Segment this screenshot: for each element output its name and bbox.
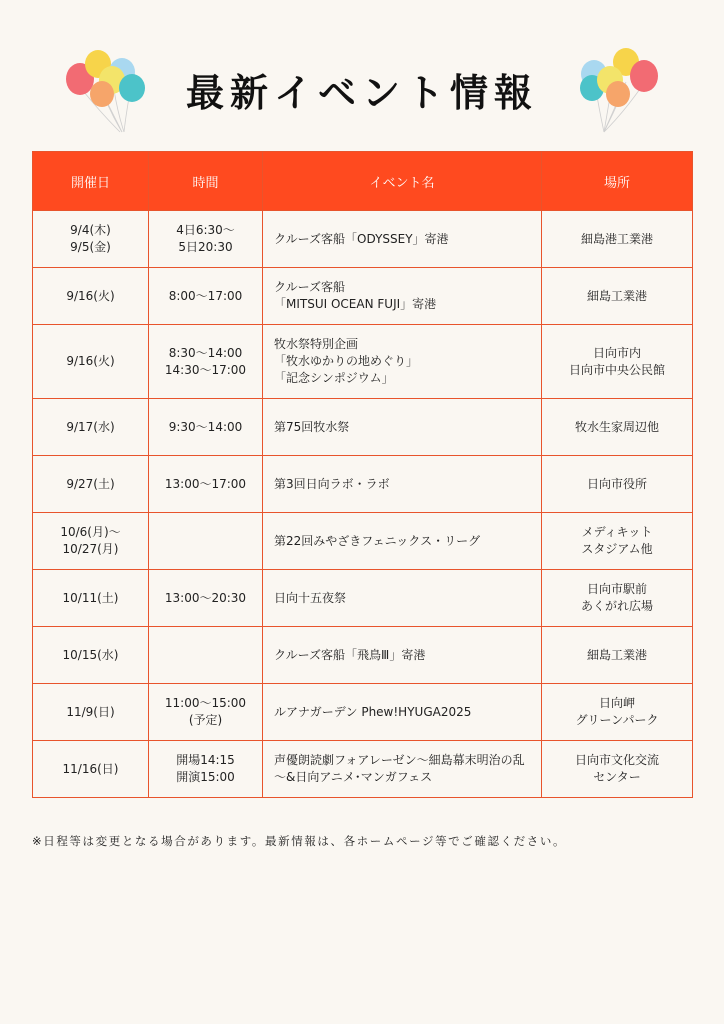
cell-date: 9/17(水) (33, 399, 149, 456)
table-header-row (33, 152, 693, 211)
cell-event-name: クルーズ客船 「MITSUI OCEAN FUJI」寄港 (263, 268, 542, 325)
table-row (33, 513, 693, 570)
table-row (33, 684, 693, 741)
cell-time (149, 513, 263, 570)
cell-date: 11/16(日) (33, 741, 149, 798)
cell-venue: 細島工業港 (542, 627, 693, 684)
cell-time: 4日6:30～ 5日20:30 (149, 211, 263, 268)
cell-time: 8:30～14:00 14:30～17:00 (149, 325, 263, 399)
cell-time: 13:00～17:00 (149, 456, 263, 513)
cell-time: 8:00～17:00 (149, 268, 263, 325)
cell-date: 9/16(火) (33, 325, 149, 399)
table-row (33, 456, 693, 513)
table-row (33, 570, 693, 627)
cell-event-name: クルーズ客船「ODYSSEY」寄港 (263, 211, 542, 268)
cell-venue: 細島工業港 (542, 268, 693, 325)
cell-date: 9/27(土) (33, 456, 149, 513)
table-row (33, 741, 693, 798)
table-row (33, 399, 693, 456)
cell-event-name: 声優朗読劇フォアレーゼン～細島幕末明治の乱 ～&日向アニメ･マンガフェス (263, 741, 542, 798)
cell-venue: 日向市役所 (542, 456, 693, 513)
cell-event-name: ルアナガーデン Phew!HYUGA2025 (263, 684, 542, 741)
cell-venue: 日向市内 日向市中央公民館 (542, 325, 693, 399)
cell-event-name: 第22回みやざきフェニックス・リーグ (263, 513, 542, 570)
event-table (32, 151, 693, 798)
table-row (33, 211, 693, 268)
footnote: ※日程等は変更となる場合があります。最新情報は、各ホームページ等でご確認ください。 (32, 834, 567, 848)
table-row (33, 268, 693, 325)
cell-time (149, 627, 263, 684)
cell-event-name: 牧水祭特別企画 「牧水ゆかりの地めぐり」 「記念シンポジウム」 (263, 325, 542, 399)
cell-date: 9/16(火) (33, 268, 149, 325)
cell-venue: 日向市駅前 あくがれ広場 (542, 570, 693, 627)
cell-event-name: 第75回牧水祭 (263, 399, 542, 456)
page-title: 最新イベント情報 (185, 71, 538, 115)
cell-event-name: クルーズ客船「飛鳥Ⅲ」寄港 (263, 627, 542, 684)
table-row (33, 325, 693, 399)
column-header-date: 開催日 (33, 152, 149, 211)
cell-venue: メディキット スタジアム他 (542, 513, 693, 570)
column-header-event-name: イベント名 (263, 152, 542, 211)
cell-venue: 牧水生家周辺他 (542, 399, 693, 456)
cell-time: 開場14:15 開演15:00 (149, 741, 263, 798)
cell-date: 10/11(土) (33, 570, 149, 627)
cell-venue: 日向市文化交流 センター (542, 741, 693, 798)
cell-time: 11:00～15:00 (予定) (149, 684, 263, 741)
cell-venue: 細島港工業港 (542, 211, 693, 268)
cell-time: 13:00～20:30 (149, 570, 263, 627)
cell-date: 10/6(月)～ 10/27(月) (33, 513, 149, 570)
cell-event-name: 第3回日向ラボ・ラボ (263, 456, 542, 513)
cell-venue: 日向岬 グリーンパーク (542, 684, 693, 741)
cell-date: 11/9(日) (33, 684, 149, 741)
column-header-time: 時間 (149, 152, 263, 211)
table-row (33, 627, 693, 684)
cell-date: 10/15(水) (33, 627, 149, 684)
cell-event-name: 日向十五夜祭 (263, 570, 542, 627)
column-header-venue: 場所 (542, 152, 693, 211)
cell-time: 9:30～14:00 (149, 399, 263, 456)
cell-date: 9/4(木) 9/5(金) (33, 211, 149, 268)
